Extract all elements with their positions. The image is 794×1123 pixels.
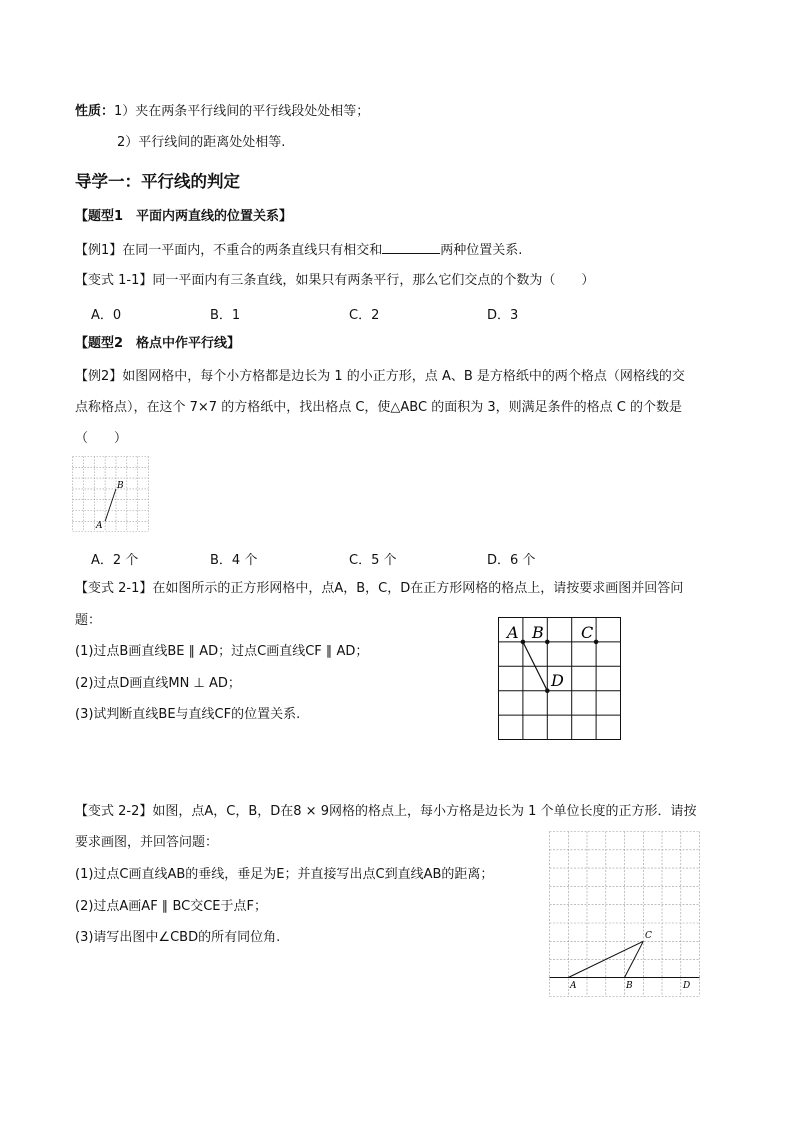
type1-title: 【题型1 平面内两直线的位置关系】	[75, 209, 293, 224]
variant21-q3: (3)试判断直线BE与直线CF的位置关系.	[75, 707, 301, 722]
point-label-b: B	[532, 623, 544, 642]
variant11-option-a: A．0	[91, 308, 122, 323]
point-a	[521, 640, 526, 645]
properties-text1: 1）夹在两条平行线间的平行线段处处相等；	[114, 104, 370, 119]
point-label-d: D	[551, 671, 564, 690]
example2-line1: 【例2】如图网格中，每个小方格都是边长为 1 的小正方形，点 A、B 是方格纸中的两个格点（网格线的交	[75, 369, 685, 384]
example1-suffix: 两种位置关系.	[440, 243, 523, 258]
example2-line2: 点称格点），在这个 7×7 的方格纸中，找出格点 C，使△ABC 的面积为 3，则满足条件的格点 C 的个数是	[75, 400, 682, 415]
variant21-grid-figure	[498, 617, 622, 741]
variant22-q1: (1)过点C画直线AB的垂线，垂足为E；并直接写出点C到直线AB的距离；	[75, 867, 494, 882]
segment-ab	[105, 489, 116, 521]
example2-option-a: A．2 个	[91, 553, 139, 568]
example2-option-b: B．4 个	[210, 553, 258, 568]
example2-option-c: C．5 个	[349, 553, 397, 568]
variant22-q2: (2)过点A画AF ∥ BC交CE于点F；	[75, 899, 267, 914]
variant21-line1: 【变式 2-1】在如图所示的正方形网格中，点A，B，C，D在正方形网格的格点上，请按要求画图并回答问	[75, 581, 684, 596]
type2-title: 【题型2 格点中作平行线】	[75, 336, 241, 351]
properties-line1	[75, 103, 369, 121]
point-label-a: A	[570, 981, 577, 991]
point-label-b: B	[626, 981, 633, 991]
properties-label: 性质：	[75, 104, 115, 119]
variant11-question: 【变式 1-1】同一平面内有三条直线，如果只有两条平行，那么它们交点的个数为（ ）	[75, 273, 595, 288]
variant22-line1: 【变式 2-2】如图，点A，C，B，D在8 × 9网格的格点上，每小方格是边长为 1 个单位长度的正方形．请按	[75, 804, 697, 819]
variant21-line2: 题：	[75, 613, 102, 628]
variant21-q1: (1)过点B画直线BE ∥ AD；过点C画直线CF ∥ AD；	[75, 644, 369, 659]
point-label-c: C	[645, 931, 652, 941]
example2-line3: （ ）	[75, 431, 128, 446]
point-label-c: C	[581, 623, 594, 642]
point-label-b: B	[117, 481, 124, 491]
section-title: 导学一：平行线的判定	[75, 172, 240, 191]
example2-grid-figure	[72, 456, 150, 532]
variant11-option-c: C．2	[349, 308, 380, 323]
point-label-d: D	[683, 981, 691, 991]
point-d	[545, 688, 550, 693]
example1-prefix: 【例1】在同一平面内，不重合的两条直线只有相交和	[75, 243, 383, 258]
variant11-option-b: B．1	[210, 308, 241, 323]
variant22-grid-figure	[549, 831, 701, 998]
point-c	[594, 640, 599, 645]
example2-option-d: D．6 个	[487, 553, 536, 568]
point-label-a: A	[507, 623, 519, 642]
variant11-option-d: D．3	[487, 308, 519, 323]
point-b	[545, 640, 550, 645]
example1	[75, 240, 522, 260]
point-label-a: A	[96, 521, 103, 531]
variant21-q2: (2)过点D画直线MN ⊥ AD；	[75, 676, 241, 691]
example1-blank	[382, 240, 440, 254]
variant22-q3: (3)请写出图中∠CBD的所有同位角.	[75, 930, 281, 945]
variant22-line2: 要求画图，并回答问题：	[75, 835, 219, 850]
properties-line2: 2）平行线间的距离处处相等.	[117, 135, 286, 150]
